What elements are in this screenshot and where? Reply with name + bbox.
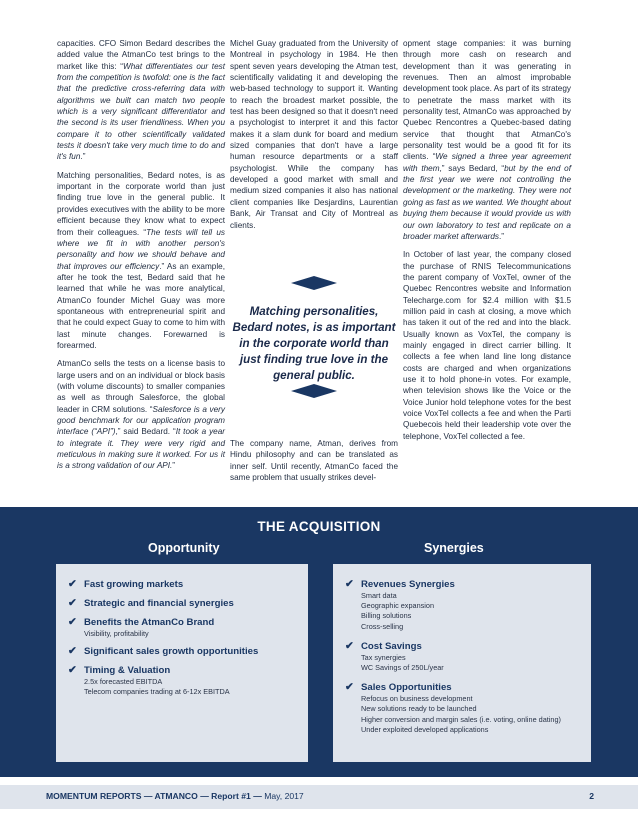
item-detail: Tax synergies bbox=[361, 652, 406, 662]
item-detail: WC Savings of 250L/year bbox=[361, 663, 444, 673]
item-detail: Refocus on business development bbox=[361, 694, 473, 704]
item-detail: Higher conversion and margin sales (i.e. voting, online dating) bbox=[361, 714, 561, 724]
item-title: Timing & Valuation bbox=[84, 665, 171, 677]
diamond-ornament-icon bbox=[291, 276, 337, 290]
paragraph bbox=[57, 38, 225, 163]
synergies-heading: Synergies bbox=[424, 541, 484, 555]
checkmark-icon: ✔ bbox=[345, 681, 354, 694]
body-text: ,” says Bedard, “ bbox=[439, 163, 505, 173]
synergies-item bbox=[345, 640, 591, 673]
quote-text: It took a year to integrate it. They were very rigid and meticulous in making sure it worked. For us it is a strong validation of our API. bbox=[57, 427, 225, 471]
body-text: .” bbox=[499, 231, 505, 241]
checkmark-icon: ✔ bbox=[68, 578, 77, 590]
acquisition-title: THE ACQUISITION bbox=[257, 519, 381, 534]
article-column-3 bbox=[403, 38, 571, 449]
acquisition-panel bbox=[0, 507, 638, 777]
opportunity-box bbox=[56, 564, 308, 762]
opportunity-item bbox=[68, 597, 308, 610]
item-detail: Telecom companies trading at 6-12x EBITDA bbox=[84, 687, 230, 697]
footer-report-name: MOMENTUM REPORTS — ATMANCO — Report #1 — bbox=[46, 791, 262, 801]
pull-quote-block bbox=[230, 276, 398, 406]
item-title: Significant sales growth opportunities bbox=[84, 646, 259, 658]
opportunity-item bbox=[68, 664, 308, 697]
quote-text: but by the end of the first year we were not controlling the development or the marketing. They were not going as fast as we wanted. We thought about buying them because it would provide us with our own laboratory to test and replicate on a broader market afterwards bbox=[403, 163, 571, 241]
item-detail: 2.5x forecasted EBITDA bbox=[84, 677, 163, 687]
article-column-1 bbox=[57, 38, 225, 479]
checkmark-icon: ✔ bbox=[68, 645, 77, 658]
paragraph bbox=[403, 38, 571, 242]
item-detail: Visibility, profitability bbox=[84, 629, 149, 638]
body-text: ,” said Bedard. “ bbox=[115, 427, 176, 437]
opportunity-heading: Opportunity bbox=[148, 541, 220, 555]
item-title: Fast growing markets bbox=[84, 579, 184, 590]
opportunity-item bbox=[68, 616, 308, 639]
column-2-paragraph: Michel Guay graduated from the University of Montreal in psychology in 1984. He then spent seven years developing the Atman test, scientifically validating it and developing the web-based technology to support it. Wanting to reach the broadest market possible, the test has been designed so that it doesn't need a psychologist to interpret it and this factor makes it a slam dunk for board and medium sized companies that don't have a large human resource departments or a staff psychologist. While the company has developed a good market with small and medium sized companies it also has national client companies like Desjardins, Laurentian Bank, Air Transat and City of Montreal as clients. bbox=[230, 39, 398, 230]
synergies-box bbox=[333, 564, 591, 762]
item-title: Cost Savings bbox=[361, 640, 422, 652]
item-detail: Smart data bbox=[361, 591, 397, 600]
paragraph bbox=[57, 170, 225, 352]
item-detail: New solutions ready to be launched bbox=[361, 704, 477, 714]
synergies-item bbox=[345, 681, 591, 735]
opportunity-item bbox=[68, 645, 308, 658]
checkmark-icon: ✔ bbox=[68, 616, 77, 628]
item-detail: Geographic expansion bbox=[361, 601, 435, 611]
item-detail: Under exploited developed applications bbox=[361, 724, 489, 734]
quote-text: The tests will tell us where we fit in with another person's personality and how we should behave and that improves our efficiency bbox=[57, 227, 226, 271]
checkmark-icon: ✔ bbox=[68, 597, 77, 609]
item-detail: Billing solutions bbox=[361, 611, 412, 621]
quote-text: What differentiates our test from the competition is twofold: one is the fact that the predictive cross-referring data with algorithms we built can match two people which is a very significant differentiator and the second is its user friendliness. When you compare it to other scientifically validated tests it doesn't take very much time to do and it's fun bbox=[57, 61, 225, 162]
body-text: .” bbox=[80, 152, 86, 162]
footer-publication bbox=[46, 791, 304, 801]
item-title: Sales Opportunities bbox=[361, 682, 452, 694]
quote-text: Salesforce is a very good benchmark for our application program interface (“API”) bbox=[57, 404, 225, 437]
paragraph bbox=[403, 249, 571, 442]
synergies-item bbox=[345, 578, 591, 632]
item-detail: Cross-selling bbox=[361, 621, 404, 631]
checkmark-icon: ✔ bbox=[345, 578, 354, 590]
body-text: capacities. CFO Simon Bedard describes the added value the AtmanCo test brings to the market like this: “ bbox=[57, 39, 225, 71]
quote-text: We signed a three year agreement with them bbox=[403, 152, 572, 173]
checkmark-icon: ✔ bbox=[345, 639, 354, 652]
body-text: ” bbox=[172, 461, 176, 471]
item-title: Revenues Synergies bbox=[361, 579, 455, 590]
diamond-ornament-icon bbox=[291, 384, 337, 398]
opportunity-item bbox=[68, 578, 308, 591]
checkmark-icon: ✔ bbox=[68, 664, 77, 677]
page-number: 2 bbox=[589, 791, 594, 801]
column-2-tail-paragraph: The company name, Atman, derives from Hindu philosophy and can be translated as inner self. Until recently, AtmanCo faced the same problem that usually strikes devel- bbox=[230, 439, 398, 483]
item-title: Strategic and financial synergies bbox=[84, 598, 234, 609]
paragraph bbox=[57, 358, 225, 471]
article-column-2 bbox=[230, 38, 398, 508]
body-text: AtmanCo sells the tests on a license basis to large users and on an individual or block basis (with volume discounts) to smaller companies as well as through Salesforce, the global leader in CRM solutions. “ bbox=[57, 359, 225, 414]
item-title: Benefits the AtmanCo Brand bbox=[84, 617, 215, 628]
footer-date: May, 2017 bbox=[264, 791, 304, 801]
body-text: Matching personalities, Bedard notes, is as important in the corporate world than just finding true love in the general public. It provides executives with the ability to be more efficient because they know what to expect from their colleagues. “ bbox=[57, 170, 225, 237]
page-footer bbox=[0, 785, 638, 809]
body-text: opment stage companies: it was burning through more cash on research and development than it was generating in revenues. Then an almost improbable development took place. As part of its strategy to penetrate the mass market with its personality test, AtmanCo was approached by Quebec Rencontres a Quebec-based dating service that thought that AtmanCo's personality test would be a good fit for its clients. “ bbox=[403, 39, 571, 162]
pull-quote: Matching personalities, Bedard notes, is as important in the corporate world than just finding true love in the general public. bbox=[232, 305, 396, 382]
body-text: .” As an example, after he took the test, Bedard said that he learned that while he was more analytical, AtmanCo founder Michel Guay was more spontaneous with entrepreneurial spirit and that he could expect Guay to come to him with last minute changes. Forewarned is forearmed. bbox=[57, 261, 225, 350]
body-text: In October of last year, the company closed the purchase of RNIS Telecommunications the parent company of VoxTel, owner of the Quebec Rencontres website and Information Telecharge.com for $2.4 million with $1.5 million paid in cash at closing, a move which has taken it out of the red and into the black. Usually known as VoxTel, the company is mainly engaged in direct carrier billing. It collects a fee when land line long distance costs are charged and when organizations use it to hold phone-in votes. For example, when television shows like the Voice or the Voice Junior hold telephone votes for the best voice VoxTel collects a fee and when the Parti Quebecois held their leadership vote over the telephone, VoxTel collected a fee. bbox=[403, 250, 571, 441]
